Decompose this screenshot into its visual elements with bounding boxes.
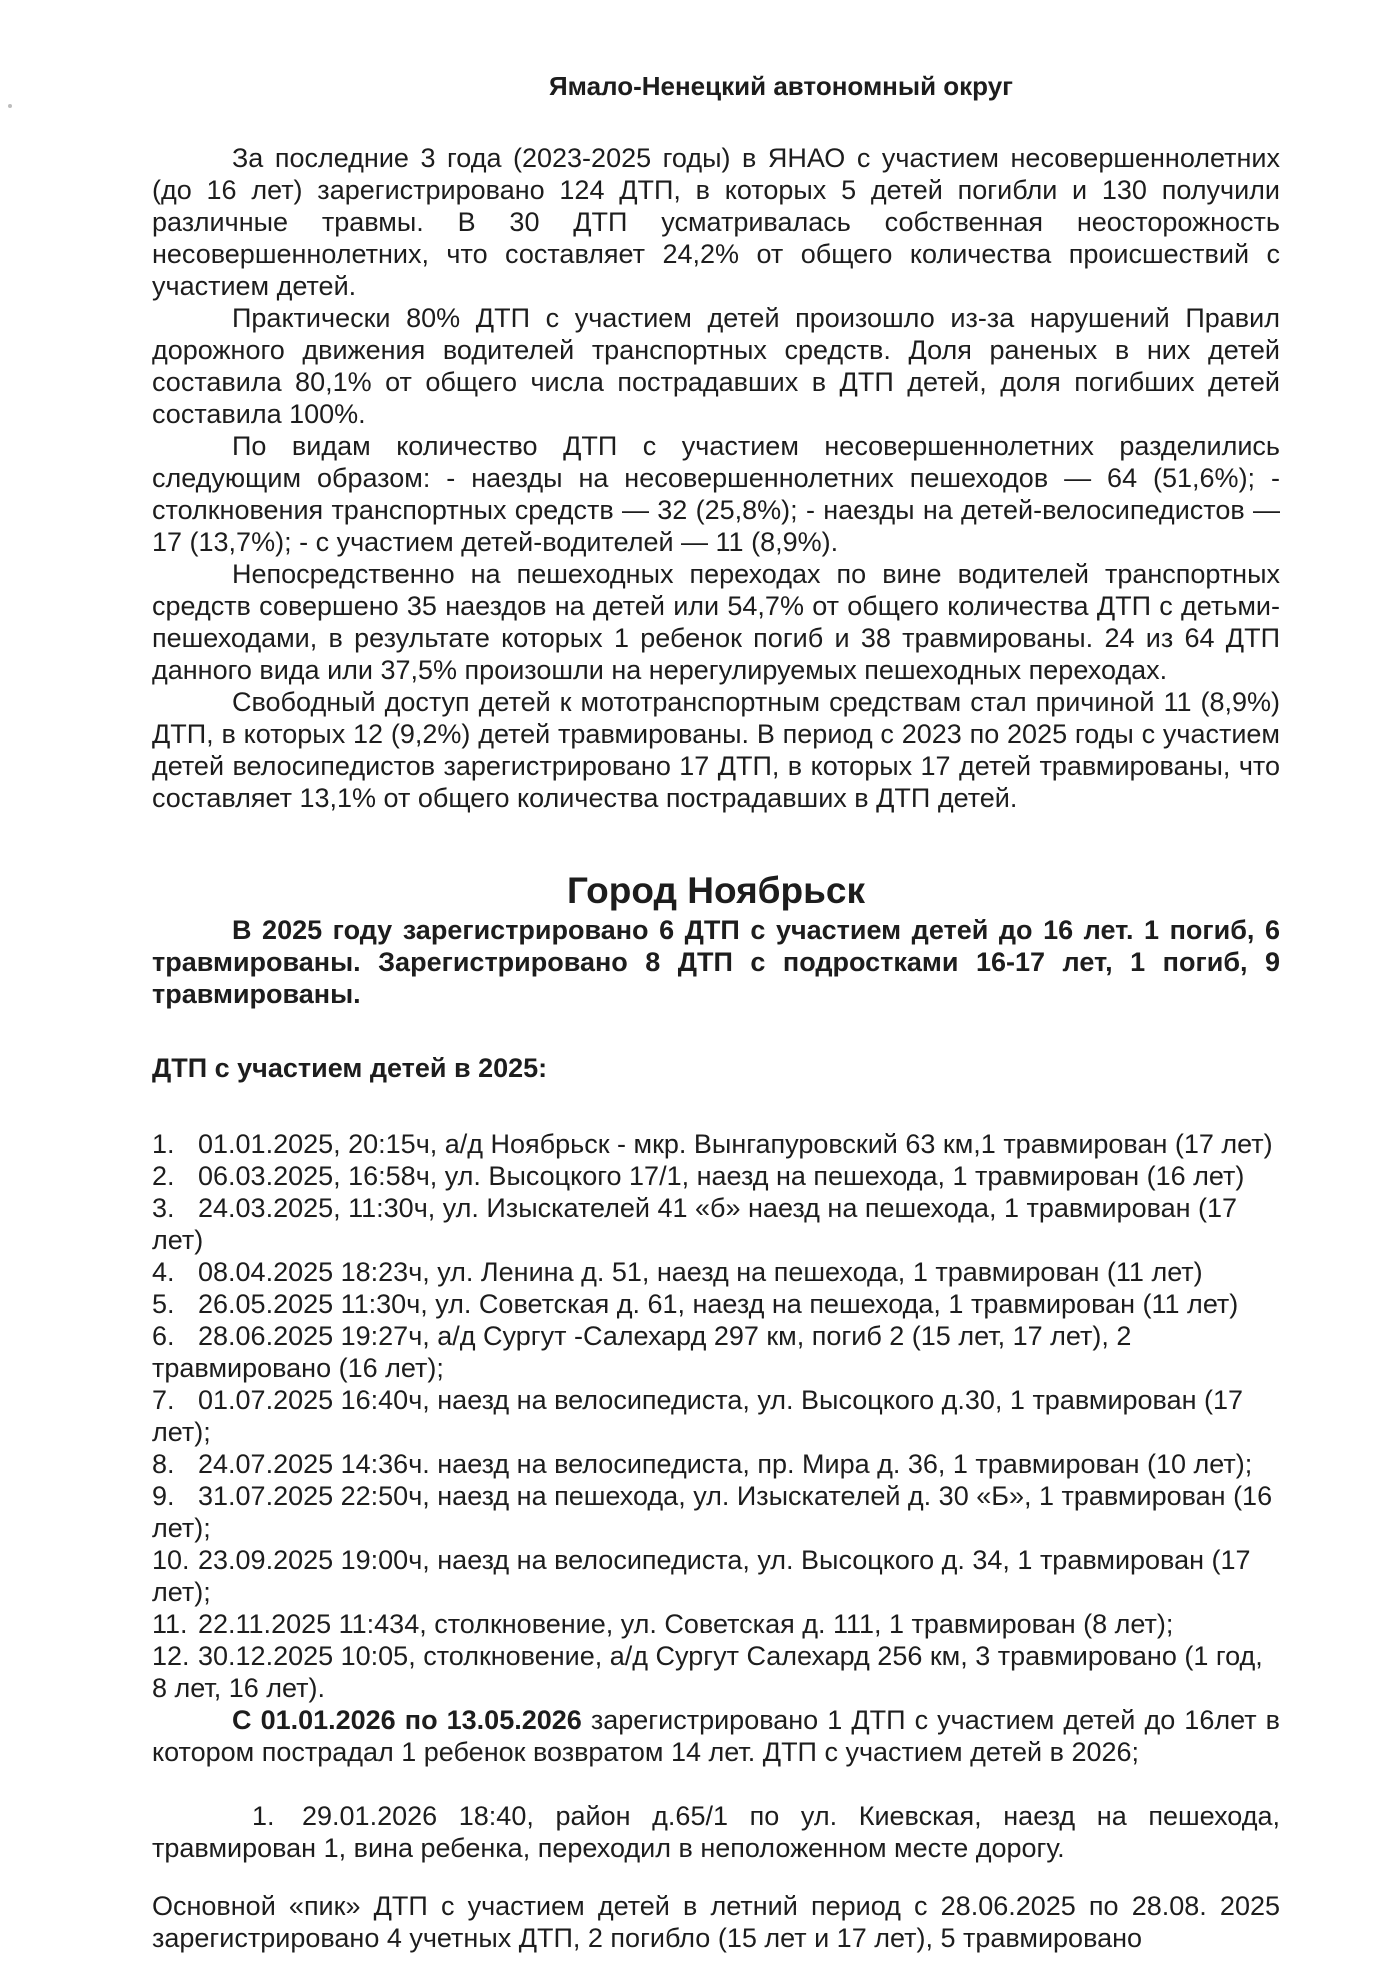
city-title: Город Ноябрьск	[567, 870, 865, 911]
incident-number: 11.	[152, 1609, 188, 1639]
city-summary: В 2025 году зарегистрировано 6 ДТП с участием детей до 16 лет. 1 погиб, 6 травмированы. Зарегистрировано 8 ДТП с подростками 16-17 лет, 1 погиб, 9 травмированы.	[152, 915, 1280, 1009]
incident-item	[152, 1480, 1280, 1544]
region-paragraph-5: Свободный доступ детей к мототранспортным средствам стал причиной 11 (8,9%) ДТП, в которых 12 (9,2%) детей травмированы. В период с 2023 по 2025 годы с участием детей велосипедистов зарегистрировано 17 ДТП, в которых 17 детей травмированы, что составляет 13,1% от общего количества пострадавших в ДТП детей.	[152, 687, 1280, 813]
incident-item	[152, 1320, 1280, 1384]
incident-text: 01.01.2025, 20:15ч, а/д Ноябрьск - мкр. Вынгапуровский 63 км,1 травмирован (17 лет)	[198, 1129, 1273, 1159]
incident-text: 31.07.2025 22:50ч, наезд на пешехода, ул. Изыскателей д. 30 «Б», 1 травмирован (16 лет);	[152, 1481, 1273, 1543]
incident-number: 9.	[152, 1481, 175, 1511]
incident-text: 06.03.2025, 16:58ч, ул. Высоцкого 17/1, наезд на пешехода, 1 травмирован (16 лет)	[198, 1161, 1245, 1191]
incident-text: 23.09.2025 19:00ч, наезд на велосипедиста, ул. Высоцкого д. 34, 1 травмирован (17 лет);	[152, 1545, 1251, 1607]
period-2026-dates: С 01.01.2026 по 13.05.2026	[232, 1705, 582, 1735]
incidents-2025-list	[152, 1128, 1280, 1704]
incident-item	[152, 1544, 1280, 1608]
list-2025-title: ДТП с участием детей в 2025:	[152, 1053, 548, 1083]
incident-2026-number: 1.	[252, 1801, 275, 1831]
incident-text: 01.07.2025 16:40ч, наезд на велосипедиста, ул. Высоцкого д.30, 1 травмирован (17 лет);	[152, 1385, 1244, 1447]
period-2026-paragraph	[152, 1704, 1280, 1768]
incident-text: 22.11.2025 11:434, столкновение, ул. Советская д. 111, 1 травмирован (8 лет);	[198, 1609, 1174, 1639]
period-2026-text: зарегистрировано 1 ДТП с участием детей до 16лет в котором пострадал 1 ребенок возвратом 14 лет. ДТП с участием детей в 2026;	[152, 1705, 1280, 1767]
incident-number: 7.	[152, 1385, 175, 1415]
incident-item	[152, 1384, 1280, 1448]
scan-speck	[8, 104, 12, 108]
incident-number: 6.	[152, 1321, 175, 1351]
incident-text: 24.03.2025, 11:30ч, ул. Изыскателей 41 «б» наезд на пешехода, 1 травмирован (17 лет)	[152, 1193, 1238, 1255]
incident-number: 1.	[152, 1129, 175, 1159]
incident-number: 3.	[152, 1193, 175, 1223]
region-title: Ямало-Ненецкий автономный округ	[548, 71, 1014, 101]
incident-item	[152, 1288, 1280, 1320]
region-paragraph-2: Практически 80% ДТП с участием детей произошло из-за нарушений Правил дорожного движения водителей транспортных средств. Доля раненых в них детей составила 80,1% от общего числа пострадавших в ДТП детей, доля погибших детей составила 100%.	[152, 303, 1280, 429]
incident-text: 28.06.2025 19:27ч, а/д Сургут -Салехард 297 км, погиб 2 (15 лет, 17 лет), 2 травмировано (16 лет);	[152, 1321, 1132, 1383]
incident-2026-item	[152, 1800, 1280, 1864]
incident-number: 2.	[152, 1161, 175, 1191]
incident-text: 30.12.2025 10:05, столкновение, а/д Сургут Салехард 256 км, 3 травмировано (1 год, 8 лет, 16 лет).	[152, 1641, 1263, 1703]
incident-item	[152, 1640, 1280, 1704]
incident-text: 26.05.2025 11:30ч, ул. Советская д. 61, наезд на пешехода, 1 травмирован (11 лет)	[198, 1289, 1239, 1319]
incident-item	[152, 1160, 1280, 1192]
incident-number: 8.	[152, 1449, 175, 1479]
peak-paragraph: Основной «пик» ДТП с участием детей в летний период с 28.06.2025 по 28.08. 2025 зарегистрировано 4 учетных ДТП, 2 погибло (15 лет и 17 лет), 5 травмировано	[152, 1891, 1280, 1953]
incident-number: 12.	[152, 1641, 190, 1671]
incident-item	[152, 1192, 1280, 1256]
incident-number: 10.	[152, 1545, 190, 1575]
incident-item	[152, 1256, 1280, 1288]
incident-item	[152, 1128, 1280, 1160]
incident-number: 4.	[152, 1257, 175, 1287]
incident-text: 24.07.2025 14:36ч. наезд на велосипедиста, пр. Мира д. 36, 1 травмирован (10 лет);	[198, 1449, 1253, 1479]
incident-2026-text: 29.01.2026 18:40, район д.65/1 по ул. Киевская, наезд на пешехода, травмирован 1, вина ребенка, переходил в неположенном месте дорогу.	[152, 1801, 1280, 1863]
document-page	[152, 70, 1280, 1981]
incident-text: 08.04.2025 18:23ч, ул. Ленина д. 51, наезд на пешехода, 1 травмирован (11 лет)	[198, 1257, 1203, 1287]
region-paragraph-1: За последние 3 года (2023-2025 годы) в ЯНАО с участием несовершеннолетних (до 16 лет) зарегистрировано 124 ДТП, в которых 5 детей погибли и 130 получили различные травмы. В 30 ДТП усматривалась собственная неосторожность несовершеннолетних, что составляет 24,2% от общего количества происшествий с участием детей.	[152, 143, 1280, 301]
region-paragraph-4: Непосредственно на пешеходных переходах по вине водителей транспортных средств совершено 35 наездов на детей или 54,7% от общего количества ДТП с детьми-пешеходами, в результате которых 1 ребенок погиб и 38 травмированы. 24 из 64 ДТП данного вида или 37,5% произошли на нерегулируемых пешеходных переходах.	[152, 559, 1280, 685]
incident-item	[152, 1608, 1280, 1640]
incident-number: 5.	[152, 1289, 175, 1319]
region-paragraph-3: По видам количество ДТП с участием несовершеннолетних разделились следующим образом: - наезды на несовершеннолетних пешеходов — 64 (51,6%); - столкновения транспортных средств — 32 (25,8%); - наезды на детей-велосипедистов — 17 (13,7%); - с участием детей-водителей — 11 (8,9%).	[152, 431, 1280, 557]
incident-item	[152, 1448, 1280, 1480]
